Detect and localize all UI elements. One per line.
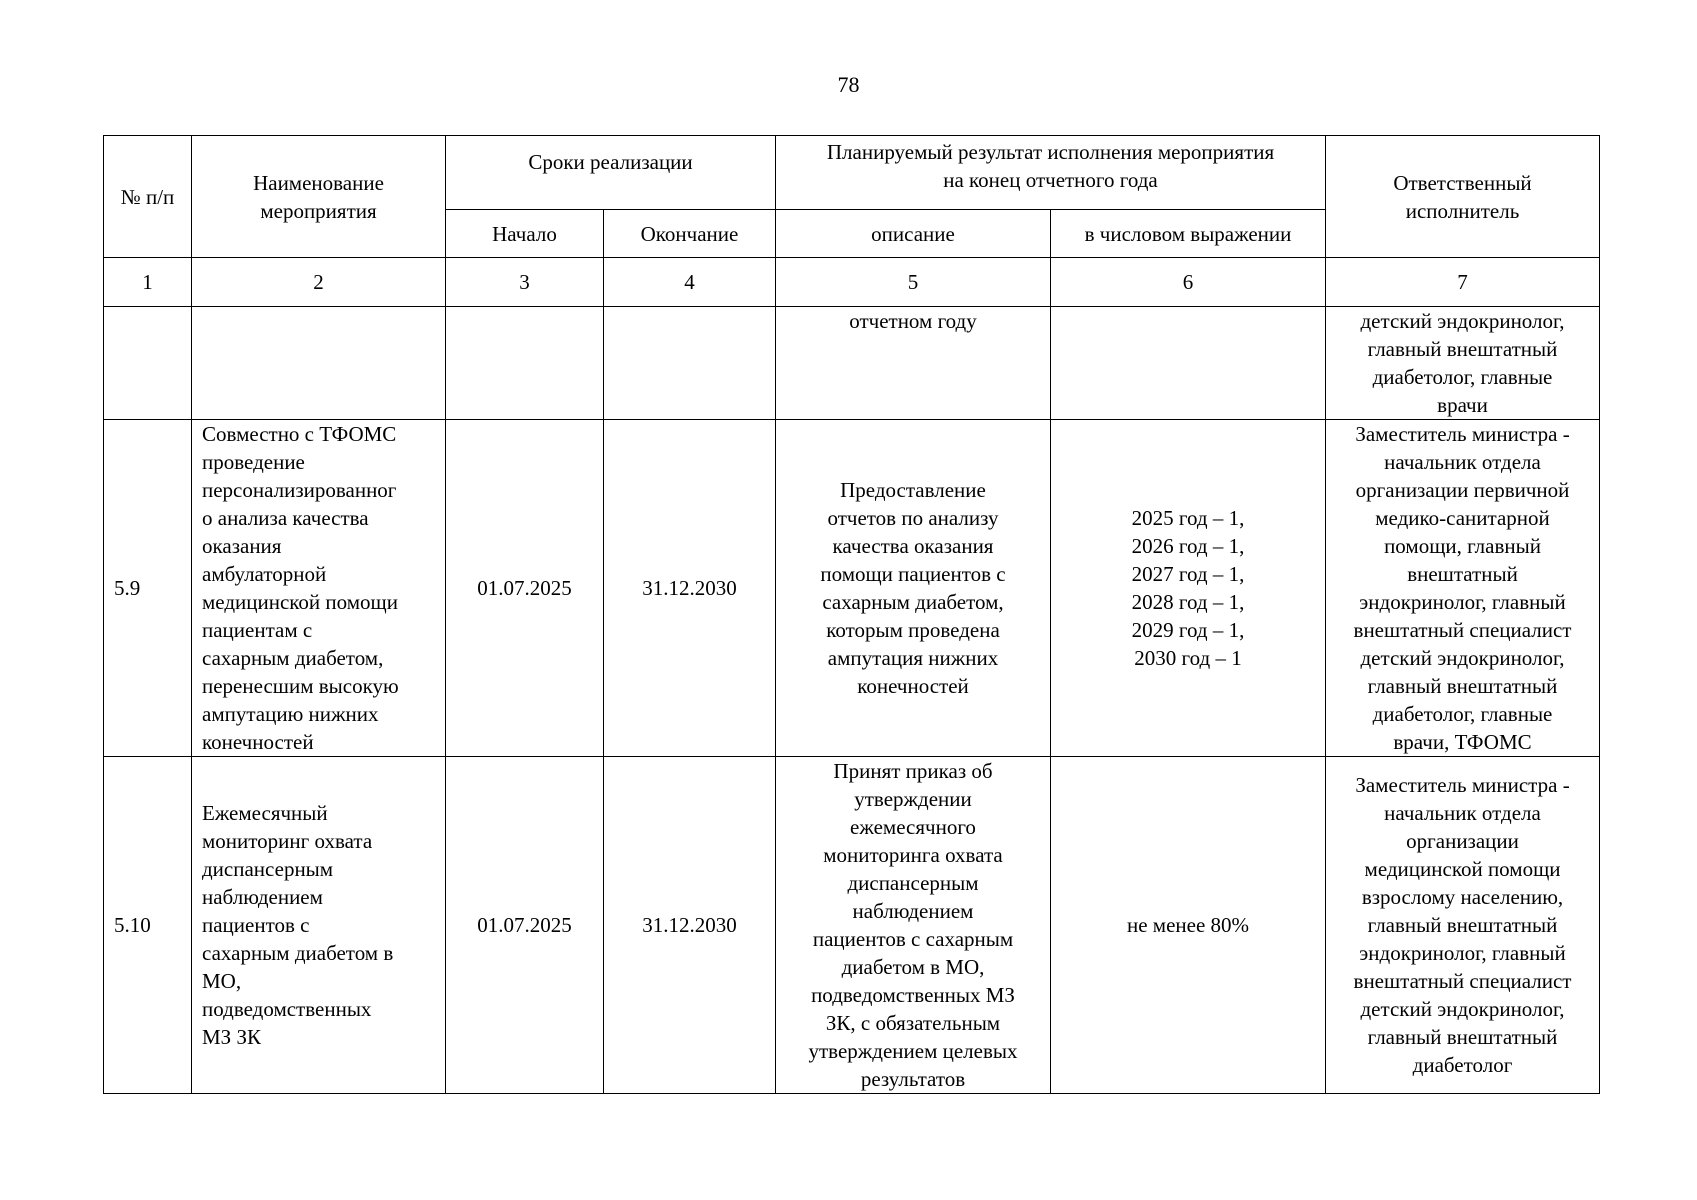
header-start: Начало [446, 210, 604, 258]
column-number-row [104, 258, 1600, 307]
header-result: Планируемый результат исполнения мероприятия на конец отчетного года [776, 136, 1326, 210]
row-num: 5.10 [104, 757, 192, 1094]
header-end: Окончание [604, 210, 776, 258]
header-description: описание [776, 210, 1051, 258]
row-numeric: не менее 80% [1051, 757, 1326, 1094]
column-number: 3 [446, 258, 604, 307]
header-row [104, 136, 1600, 210]
header-terms: Сроки реализации [446, 136, 776, 210]
row-responsible: Заместитель министра - начальник отдела организации первичной медико-санитарной помощи, главный внештатный эндокринолог, главный внештатный специалист детский эндокринолог, главный внештатный диабетолог, главные врачи, ТФОМС [1326, 420, 1600, 757]
column-number: 4 [604, 258, 776, 307]
column-number: 2 [192, 258, 446, 307]
row-name: Совместно с ТФОМС проведение персонализированног о анализа качества оказания амбулаторной медицинской помощи пациентам с сахарным диабетом, перенесшим высокую ампутацию нижних конечностей [192, 420, 446, 757]
row-responsible: Заместитель министра - начальник отдела организации медицинской помощи взрослому населению, главный внештатный эндокринолог, главный внештатный специалист детский эндокринолог, главный внештатный диабетолог [1326, 757, 1600, 1094]
row-num [104, 307, 192, 420]
column-number: 5 [776, 258, 1051, 307]
row-end [604, 307, 776, 420]
row-start: 01.07.2025 [446, 420, 604, 757]
header-numeric: в числовом выражении [1051, 210, 1326, 258]
row-numeric [1051, 307, 1326, 420]
row-start: 01.07.2025 [446, 757, 604, 1094]
table-row [104, 420, 1600, 757]
row-start [446, 307, 604, 420]
table-row [104, 757, 1600, 1094]
row-name: Ежемесячный мониторинг охвата диспансерным наблюдением пациентов с сахарным диабетом в МО, подведомственных МЗ ЗК [192, 757, 446, 1094]
action-plan-table [103, 135, 1600, 1094]
table-row [104, 307, 1600, 420]
row-description: отчетном году [776, 307, 1051, 420]
row-name [192, 307, 446, 420]
column-number: 7 [1326, 258, 1600, 307]
row-end: 31.12.2030 [604, 420, 776, 757]
column-number: 1 [104, 258, 192, 307]
row-end: 31.12.2030 [604, 757, 776, 1094]
row-numeric: 2025 год – 1, 2026 год – 1, 2027 год – 1, 2028 год – 1, 2029 год – 1, 2030 год – 1 [1051, 420, 1326, 757]
row-num: 5.9 [104, 420, 192, 757]
row-responsible: детский эндокринолог, главный внештатный диабетолог, главные врачи [1326, 307, 1600, 420]
row-description: Принят приказ об утверждении ежемесячного мониторинга охвата диспансерным наблюдением пациентов с сахарным диабетом в МО, подведомственных МЗ ЗК, с обязательным утверждением целевых результатов [776, 757, 1051, 1094]
header-name: Наименование мероприятия [192, 136, 446, 258]
header-num: № п/п [104, 136, 192, 258]
page-number: 78 [837, 72, 860, 97]
header-responsible: Ответственный исполнитель [1326, 136, 1600, 258]
row-description: Предоставление отчетов по анализу качества оказания помощи пациентов с сахарным диабетом, которым проведена ампутация нижних конечностей [776, 420, 1051, 757]
column-number: 6 [1051, 258, 1326, 307]
